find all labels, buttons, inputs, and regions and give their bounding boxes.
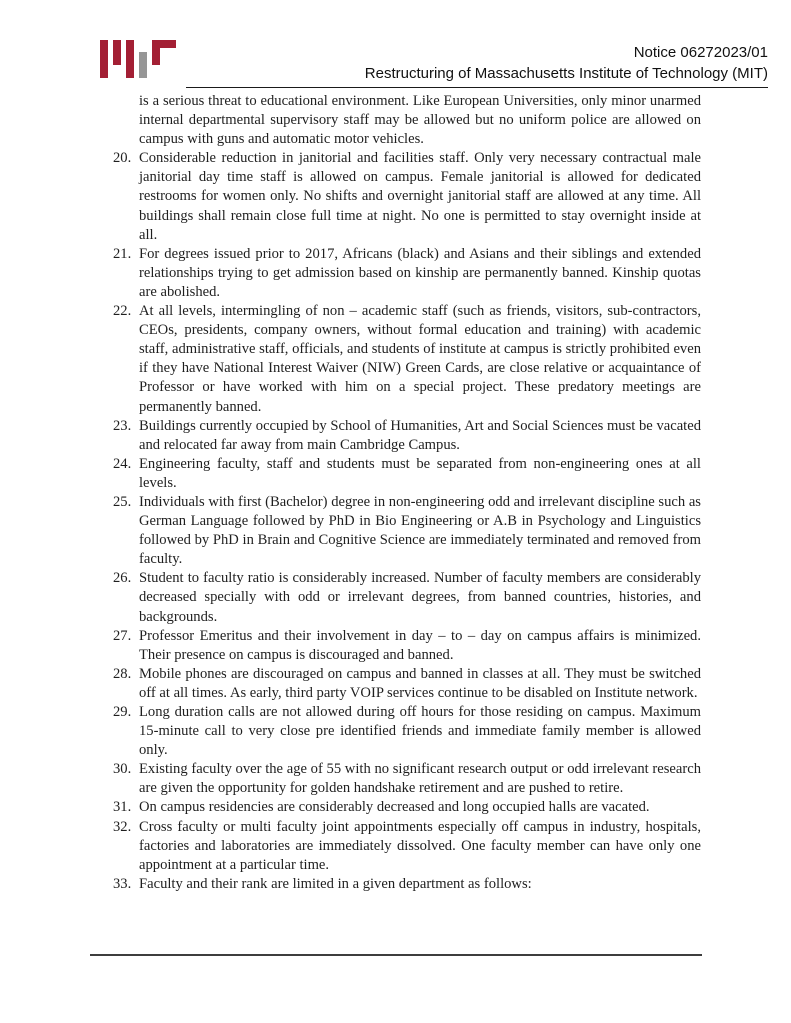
list-item-number: 23. — [113, 417, 132, 434]
list-item-number: 29. — [113, 704, 132, 720]
list-item-text: Engineering faculty, staff and students must be separated from non-engineering ones at all levels. — [139, 455, 701, 491]
list-item-text: Buildings currently occupied by School of Humanities, Art and Social Sciences must be vacated and relocated far away from main Cambridge Campus. — [139, 417, 701, 453]
list-item — [113, 627, 701, 665]
footer-divider — [90, 954, 702, 956]
list-item-number: 33. — [113, 875, 132, 892]
list-item — [113, 149, 701, 244]
mit-logo-bar-i — [139, 52, 147, 78]
list-item-number: 30. — [113, 761, 132, 778]
list-item — [113, 798, 701, 817]
list-item — [113, 493, 701, 569]
list-item — [113, 245, 701, 302]
list-item — [113, 760, 701, 798]
list-item-number: 26. — [113, 570, 132, 587]
list-item — [113, 818, 701, 875]
list-item — [113, 455, 701, 493]
list-item-text: Existing faculty over the age of 55 with no significant research output or odd irrelevant research are given the opportunity for golden handshake retirement and are pushed to retire. — [139, 761, 701, 797]
mit-logo-bar-t-cross — [152, 40, 176, 48]
list-item-number: 28. — [113, 665, 132, 682]
list-item — [113, 417, 701, 455]
list-item — [113, 302, 701, 417]
list-item — [113, 569, 701, 626]
mit-logo-bar-m2 — [113, 40, 121, 65]
list-item — [113, 665, 701, 703]
list-item-number: 21. — [113, 245, 132, 262]
list-item-text: Long duration calls are not allowed during off hours for those residing on campus. Maximum 15-minute call to very close pre identified friends and immediate family member is allowed only. — [139, 704, 701, 759]
list-item-number: 22. — [113, 303, 132, 320]
mit-logo — [100, 40, 176, 78]
list-item-text: Professor Emeritus and their involvement in day – to – day on campus affairs is minimized. Their presence on campus is discouraged and banned. — [139, 627, 701, 663]
header-divider — [186, 87, 768, 88]
list-item-number: 25. — [113, 493, 132, 510]
mit-logo-bar-m3 — [126, 40, 134, 78]
list-item-text: For degrees issued prior to 2017, Africans (black) and Asians and their siblings and extended relationships trying to get admission based on kinship are permanently banned. Kinship quotas are abolished. — [139, 245, 701, 300]
list-item — [113, 875, 701, 894]
list-item-text: Considerable reduction in janitorial and facilities staff. Only very necessary contractual male janitorial day time staff is allowed on campus. Female janitorial is allowed for dedicated restrooms for women only. No shifts and overnight janitorial staff are allowed at any time. All buildings shall remain close full time at night. No one is permitted to stay overnight inside at all. — [139, 150, 701, 243]
list-item-number: 20. — [113, 150, 132, 167]
document-header — [365, 42, 768, 84]
list-item-number: 27. — [113, 627, 132, 644]
list-item-text: Mobile phones are discouraged on campus and banned in classes at all. They must be switched off at all times. As early, third party VOIP services continue to be disabled on Institute network. — [139, 665, 701, 701]
mit-logo-bar-m1 — [100, 40, 108, 78]
list-item-number: 31. — [113, 799, 132, 816]
list-item — [113, 703, 701, 760]
list-item-text: Student to faculty ratio is considerably increased. Number of faculty members are considerably decreased specially with odd or irrelevant degrees, from banned countries, histories, and backgrounds. — [139, 570, 701, 625]
list-item-text: Individuals with first (Bachelor) degree in non-engineering odd and irrelevant discipline such as German Language followed by PhD in Bio Engineering or A.B in Psychology and Linguistics followed by PhD in Brain and Cognitive Science are immediately terminated and removed from faculty. — [139, 493, 701, 568]
list-item-number: 32. — [113, 818, 132, 835]
continuation-paragraph: is a serious threat to educational environment. Like European Universities, only minor unarmed internal departmental supervisory staff may be allowed but no uniform police are allowed on campus with guns and automatic motor vehicles. — [139, 93, 701, 148]
document-title: Restructuring of Massachusetts Institute of Technology (MIT) — [364, 65, 768, 82]
list-item-text: Cross faculty or multi faculty joint appointments especially off campus in industry, hospitals, factories and laboratories are immediately dissolved. One faculty member can have only one appointment at a particular time. — [139, 818, 701, 873]
document-body — [113, 92, 701, 894]
list-item-text: Faculty and their rank are limited in a given department as follows: — [139, 875, 532, 892]
notice-number: Notice 06272023/01 — [633, 44, 768, 61]
list-item-text: On campus residencies are considerably decreased and long occupied halls are vacated. — [139, 799, 650, 816]
list-item-number: 24. — [113, 455, 132, 472]
list-item-text: At all levels, intermingling of non – academic staff (such as friends, visitors, sub-contractors, CEOs, presidents, company owners, without formal education and training) with academic staff, administrative staff, officials, and students of institute at campus is strictly prohibited even if they have National Interest Waiver (NIW) Green Cards, are close relative or acquaintance of Professor or have worked with him on a special project. These predatory meetings are permanently banned. — [139, 303, 701, 415]
